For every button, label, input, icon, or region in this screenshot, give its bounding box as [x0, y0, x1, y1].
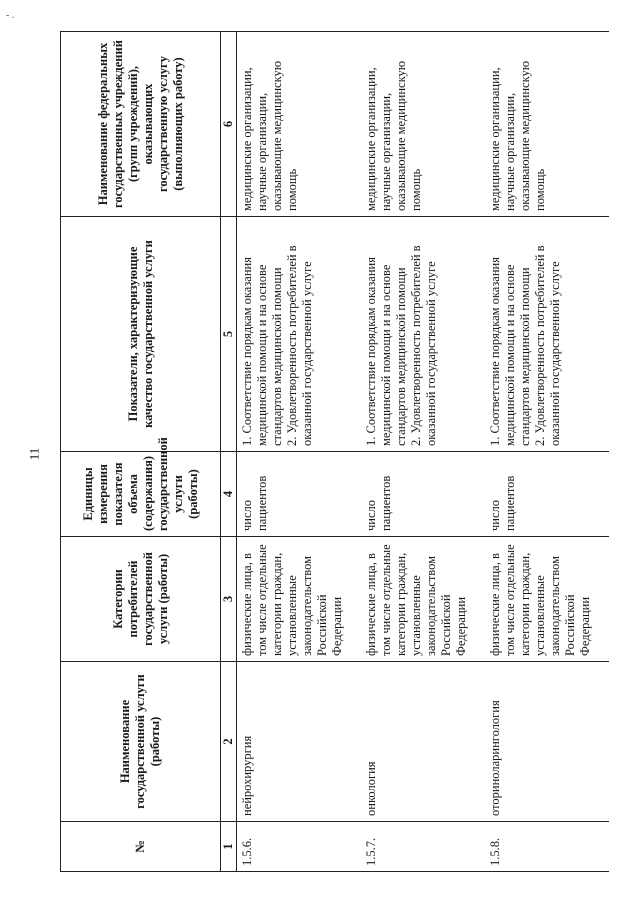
header-institutions: Наименование федеральных государственных учреждений (групп учреждений), оказывающих государственную услугу (выполняющих работу) — [61, 32, 221, 217]
table-row — [485, 32, 609, 872]
row-number: 1.5.7. — [361, 822, 485, 872]
institutions: медицинские организации, научные организации, оказывающие медицинскую помощь — [361, 32, 485, 217]
column-number: 2 — [221, 662, 237, 822]
volume-unit: число пациентов — [485, 452, 609, 537]
service-name: онкология — [361, 662, 485, 822]
header-number: № — [61, 822, 221, 872]
institutions: медицинские организации, научные организации, оказывающие медицинскую помощь — [485, 32, 609, 217]
header-consumer-categories: Категории потребителей государственной услуги (работы) — [61, 537, 221, 662]
column-number: 3 — [221, 537, 237, 662]
column-number: 6 — [221, 32, 237, 217]
service-name: оториноларингология — [485, 662, 609, 822]
volume-unit: число пациентов — [237, 452, 361, 537]
volume-unit: число пациентов — [361, 452, 485, 537]
consumer-category: физические лица, в том числе отдельные категории граждан, установленные законодательством Российской Федерации — [485, 537, 609, 662]
row-number: 1.5.8. — [485, 822, 609, 872]
scan-mark: - . — [6, 10, 15, 21]
header-service-name: Наименование государственной услуги (работы) — [61, 662, 221, 822]
header-volume-units: Единицы измерения показателя объема (содержания) государственной услуги (работы) — [61, 452, 221, 537]
table-row — [361, 32, 485, 872]
consumer-category: физические лица, в том числе отдельные категории граждан, установленные законодательством Российской Федерации — [237, 537, 361, 662]
quality-indicators: 1. Соответствие порядкам оказания медицинской помощи и на основе стандартов медицинской помощи 2. Удовлетворенность потребителей в оказанной государственной услуге — [361, 217, 485, 452]
quality-indicators: 1. Соответствие порядкам оказания медицинской помощи и на основе стандартов медицинской помощи 2. Удовлетворенность потребителей в оказанной государственной услуге — [237, 217, 361, 452]
service-name: нейрохирургия — [237, 662, 361, 822]
consumer-category: физические лица, в том числе отдельные категории граждан, установленные законодательством Российской Федерации — [361, 537, 485, 662]
page-number: 11 — [26, 447, 42, 461]
row-number: 1.5.6. — [237, 822, 361, 872]
column-number-row — [221, 32, 237, 872]
quality-indicators: 1. Соответствие порядкам оказания медицинской помощи и на основе стандартов медицинской помощи 2. Удовлетворенность потребителей в оказанной государственной услуге — [485, 217, 609, 452]
table-row — [237, 32, 361, 872]
institutions: медицинские организации, научные организации, оказывающие медицинскую помощь — [237, 32, 361, 217]
rotated-table-container — [60, 32, 620, 872]
column-number: 4 — [221, 452, 237, 537]
header-quality-indicators: Показатели, характеризующие качество государственной услуги — [61, 217, 221, 452]
column-number: 5 — [221, 217, 237, 452]
services-table — [60, 31, 609, 872]
column-number: 1 — [221, 822, 237, 872]
table-header-row — [61, 32, 221, 872]
